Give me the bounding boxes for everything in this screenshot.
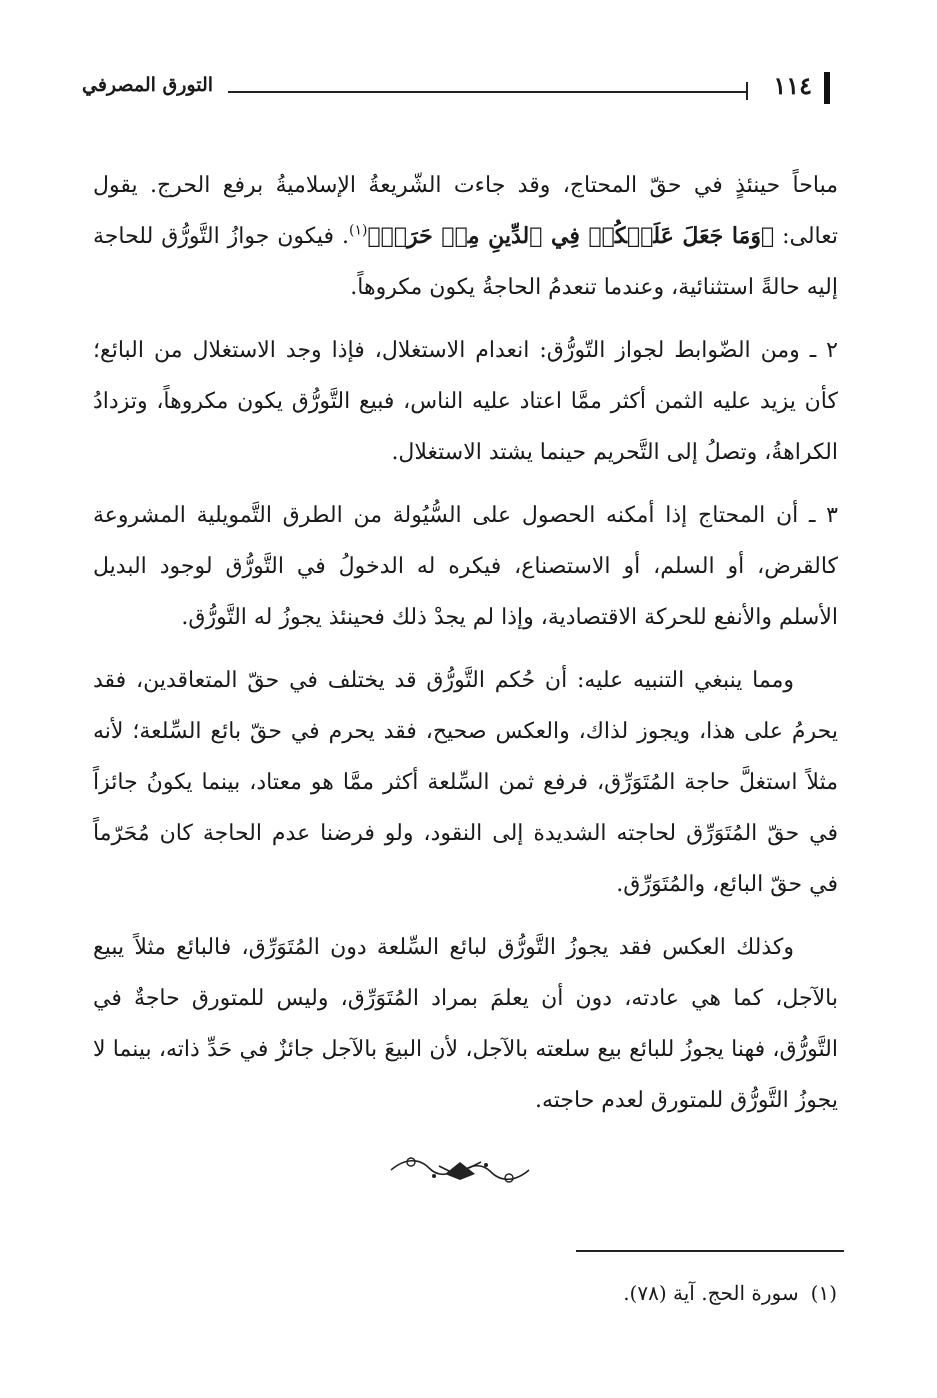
- paragraph-5: وكذلك العكس فقد يجوزُ التَّورُّق لبائع السِّلعة دون المُتَوَرِّق، فالبائع مثلاً يبيع بالآجل، كما هي عادته، دون أن يعلمَ بمراد المُتَوَرِّق، وليس للمتورق حاجةٌ في التَّورُّق، فهنا يجوزُ للبائع بيع سلعته بالآجل، لأن البيعَ بالآجل جائزٌ في حَدِّ ذاته، بينما لا يجوزُ التَّورُّق للمتورق لعدم حاجته.: [93, 935, 838, 1113]
- paragraph-3: ٣ ـ أن المحتاج إذا أمكنه الحصول على السُّيُولة من الطرق التَّمويلية المشروعة كالقرض، أو السلم، أو الاستصناع، فيكره له الدخولُ في التَّورُّق لوجود البديل الأسلم والأنفع للحركة الاقتصادية، وإذا لم يجدْ ذلك فحينئذ يجوزُ له التَّورُّق.: [93, 503, 838, 630]
- page-header: [82, 68, 830, 110]
- footnote-reference[interactable]: (١): [348, 222, 368, 239]
- section-end-ornament: [385, 1148, 535, 1192]
- footnote: [623, 1278, 837, 1308]
- paragraph-4: ومما ينبغي التنبيه عليه: أن حُكم التَّورُّق قد يختلف في حقّ المتعاقدين، فقد يحرمُ على هذا، ويجوز لذاك، والعكس صحيح، فقد يحرم في حقّ بائع السِّلعة؛ لأنه مثلاً استغلَّ حاجة المُتَوَرِّق، فرفع ثمن السِّلعة أكثر ممَّا هو معتاد، بينما يكونُ جائزاً في حقّ المُتَوَرِّق لحاجته الشديدة إلى النقود، ولو فرضنا عدم الحاجة كان مُحَرّماً في حقّ البائع، والمُتَوَرِّق.: [93, 668, 838, 897]
- page-number-bar: [824, 72, 830, 104]
- header-rule: [228, 91, 748, 93]
- quran-verse: ﴿وَمَا جَعَلَ عَلَيۡكُمۡ فِي ٱلدِّينِ مِنۡ حَرَجٖ﴾: [367, 223, 775, 249]
- paragraph-1-part-b: . فيكون جوازُ التَّورُّق للحاجة إليه حالةً استثنائية، وعندما تنعدمُ الحاجةُ يكون مكروهاً.: [93, 224, 838, 300]
- main-text: [93, 160, 838, 1138]
- paragraph-2: ٢ ـ ومن الضّوابط لجواز التّورُّق: انعدام الاستغلال، فإذا وجد الاستغلال من البائع؛ كأن يزيد عليه الثمن أكثر ممَّا اعتاد عليه الناس، فبيع التَّورُّق يكون مكروهاً، وتزدادُ الكراهةُ، وتصلُ إلى التَّحريم حينما يشتد الاستغلال.: [93, 338, 838, 465]
- footnote-number: (١): [810, 1281, 837, 1305]
- footnote-separator: [576, 1250, 844, 1252]
- footnote-text: سورة الحج. آية (٧٨).: [623, 1281, 799, 1305]
- page-number: ١١٤: [773, 71, 812, 100]
- paragraph-1-part-a: مباحاً حينئذٍ في حقّ المحتاج، وقد جاءت الشّريعةُ الإسلاميةُ برفع الحرج. يقول تعالى:: [93, 173, 838, 249]
- running-title: التورق المصرفي: [82, 74, 214, 96]
- paragraph-1: [93, 160, 838, 313]
